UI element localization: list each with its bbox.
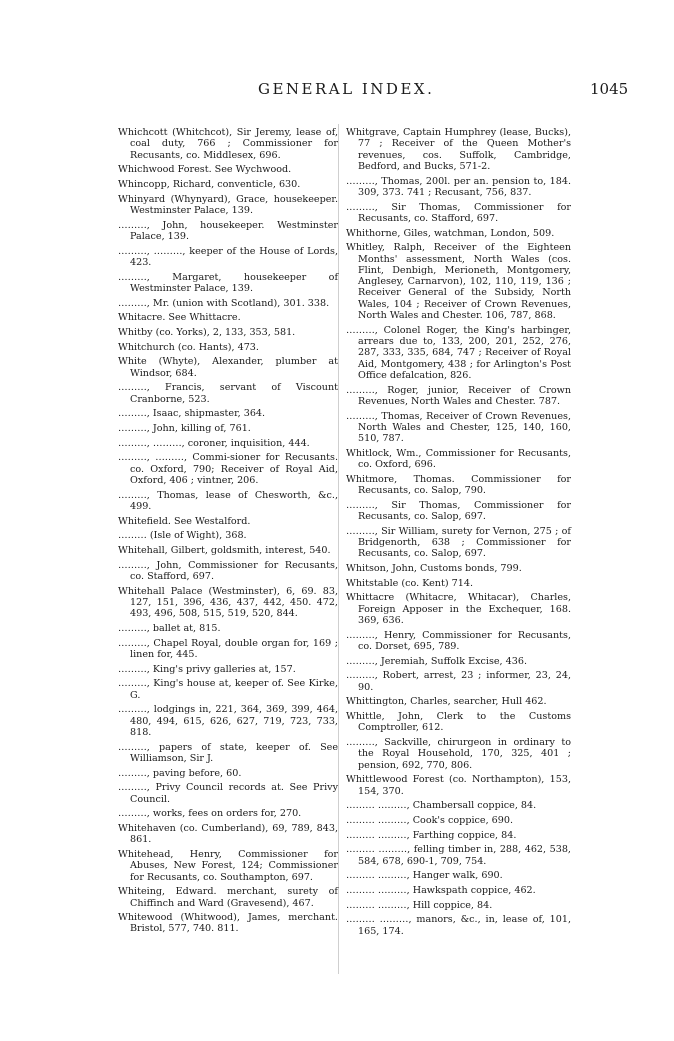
page-header <box>0 80 674 104</box>
index-entry: Whitstable (co. Kent) 714. <box>346 577 473 589</box>
running-title: GENERAL INDEX. <box>258 80 435 98</box>
index-column-right <box>346 127 571 940</box>
index-entry: ……… ………, Hawkspath coppice, 462. <box>346 885 536 897</box>
index-entry: ………, paving before, 60. <box>118 767 242 779</box>
index-entry: ……… (Isle of Wight), 368. <box>118 530 247 542</box>
index-entry: ………, King's privy galleries at, 157. <box>118 663 296 675</box>
index-entry: Whittington, Charles, searcher, Hull 462. <box>346 696 547 708</box>
index-entry: Whitewood (Whitwood), James, merchant. Bristol, 577, 740. 811. <box>118 912 338 935</box>
index-entry: Whitby (co. Yorks), 2, 133, 353, 581. <box>118 326 296 338</box>
index-entry: Whichcott (Whitchcot), Sir Jeremy, lease of, coal duty, 766 ; Commissioner for Recusants, co. Middlesex, 696. <box>118 127 338 161</box>
index-entry: Whitgrave, Captain Humphrey (lease, Bucks), 77 ; Receiver of the Queen Mother's revenues, cos. Suffolk, Cambridge, Bedford, and Bucks, 571-2. <box>346 127 571 172</box>
index-entry: ………, Sir Thomas, Commissioner for Recusants, co. Salop, 697. <box>346 499 571 523</box>
index-entry: ………, papers of state, keeper of. See Williamson, Sir J. <box>118 741 338 764</box>
index-entry: Whittacre (Whitacre, Whitacar), Charles, Foreign Apposer in the Exchequer, 168. 369, 636. <box>346 592 571 627</box>
index-entry: ………, Colonel Roger, the King's harbinger, arrears due to, 133, 200, 201, 252, 276, 287, 333, 335, 684, 747 ; Receiver of Royal Aid, Montgomery, 438 ; for Arlington's Post Office defalcation, 826. <box>346 324 571 381</box>
index-entry: ………, Isaac, shipmaster, 364. <box>118 408 266 420</box>
page-number: 1045 <box>590 80 629 98</box>
index-entry: ………, Francis, servant of Viscount Cranborne, 523. <box>118 382 338 405</box>
index-entry: ………, Mr. (union with Scotland), 301. 338. <box>118 297 330 309</box>
index-entry: Whitehall, Gilbert, goldsmith, interest, 540. <box>118 545 331 557</box>
index-entry: Whitley, Ralph, Receiver of the Eighteen Months' assessment, North Wales (cos. Flint, Denbigh, Merioneth, Montgomery, Anglesey, Carnarvon), 102, 110, 119, 136 ; Receiver General of the Subsidy, North Wales, 104 ; Receiver of Crown Revenues, North Wales and Chester. 106, 787, 868. <box>346 242 571 322</box>
index-entry: Whitlock, Wm., Commissioner for Recusants, co. Oxford, 696. <box>346 447 571 471</box>
index-entry: ………, ballet at, 815. <box>118 622 221 634</box>
index-column-left <box>118 127 338 938</box>
index-entry: Whithorne, Giles, watchman, London, 509. <box>346 227 555 239</box>
index-entry: ………, Thomas, lease of Chesworth, &c., 499. <box>118 489 338 512</box>
index-entry: ………, ………, coroner, inquisition, 444. <box>118 437 310 449</box>
index-entry: ………, lodgings in, 221, 364, 369, 399, 464, 480, 494, 615, 626, 627, 719, 723, 733, 818. <box>118 704 338 738</box>
index-entry: ………, Sir Thomas, Commissioner for Recusants, co. Stafford, 697. <box>346 201 571 224</box>
index-entry: Whiteing, Edward. merchant, surety of Chiffinch and Ward (Gravesend), 467. <box>118 886 338 909</box>
index-entry: ………, King's house at, keeper of. See Kirke, G. <box>118 678 338 701</box>
index-entry: ………, Roger, junior, Receiver of Crown Revenues, North Wales and Chester. 787. <box>346 384 571 407</box>
index-entry: White (Whyte), Alexander, plumber at Windsor, 684. <box>118 356 338 379</box>
index-entry: Whitson, John, Customs bonds, 799. <box>346 563 522 575</box>
index-entry: Whichwood Forest. See Wychwood. <box>118 164 292 176</box>
index-entry: ………, John, killing of, 761. <box>118 423 251 434</box>
index-entry: ……… ………, Cook's coppice, 690. <box>346 815 514 827</box>
index-entry: Whitefield. See Westalford. <box>118 515 251 527</box>
index-entry: ……… ………, Chambersall coppice, 84. <box>346 800 537 812</box>
index-entry: Whittle, John, Clerk to the Customs Comptroller, 612. <box>346 711 571 734</box>
index-entry: ……… ………, felling timber in, 288, 462, 538, 584, 678, 690-1, 709, 754. <box>346 844 571 867</box>
index-entry: ………, Sir William, surety for Vernon, 275 ; of Bridgenorth, 638 ; Commissioner for Recusants, co. Salop, 697. <box>346 525 571 560</box>
index-entry: Whitmore, Thomas. Commissioner for Recusants, co. Salop, 790. <box>346 473 571 497</box>
index-entry: ………, John, Commissioner for Recusants, co. Stafford, 697. <box>118 559 338 582</box>
index-entry: ………, Thomas, 200l. per an. pension to, 184. 309, 373. 741 ; Recusant, 756, 837. <box>346 175 571 198</box>
index-entry: ………, Thomas, Receiver of Crown Revenues, North Wales and Chester, 125, 140, 160, 510, 787. <box>346 410 571 445</box>
index-entry: ………, Sackville, chirurgeon in ordinary to the Royal Household, 170, 325, 401 ; pension, 692, 770, 806. <box>346 737 571 771</box>
index-entry: ………, Robert, arrest, 23 ; informer, 23, 24, 90. <box>346 670 571 693</box>
index-entry: ………, Chapel Royal, double organ for, 169 ; linen for, 445. <box>118 637 338 660</box>
index-entry: Whincopp, Richard, conventicle, 630. <box>118 178 301 190</box>
index-entry: Whitehaven (co. Cumberland), 69, 789, 843, 861. <box>118 822 338 846</box>
index-entry: ………, ………, Commi-sioner for Recusants. co. Oxford, 790; Receiver of Royal Aid, Oxford, 406 ; vintner, 206. <box>118 452 338 486</box>
index-entry: Whinyard (Whynyard), Grace, housekeeper. Westminster Palace, 139. <box>118 193 338 216</box>
index-entry: ………, Henry, Commissioner for Recusants, co. Dorset, 695, 789. <box>346 629 571 653</box>
index-entry: Whitehead, Henry, Commissioner for Abuses, New Forest, 124; Commissioner for Recusants, co. Southampton, 697. <box>118 848 338 883</box>
index-entry: ………, Margaret, housekeeper of Westminster Palace, 139. <box>118 271 338 294</box>
index-entry: Whitacre. See Whittacre. <box>118 312 241 324</box>
index-entry: ……… ………, Farthing coppice, 84. <box>346 829 517 841</box>
index-entry: Whittlewood Forest (co. Northampton), 153, 154, 370. <box>346 774 571 797</box>
index-entry: ………, works, fees on orders for, 270. <box>118 808 302 820</box>
index-entry: ……… ………, Hanger walk, 690. <box>346 870 503 882</box>
index-entry: ……… ………, Hill coppice, 84. <box>346 899 493 911</box>
index-entry: ………, John, housekeeper. Westminster Palace, 139. <box>118 219 338 242</box>
index-entry: ……… ………, manors, &c., in, lease of, 101, 165, 174. <box>346 914 571 937</box>
index-entry: ………, Jeremiah, Suffolk Excise, 436. <box>346 655 528 667</box>
index-entry: ………, Privy Council records at. See Privy Council. <box>118 782 338 805</box>
index-entry: ………, ………, keeper of the House of Lords, 423. <box>118 245 338 268</box>
index-entry: Whitehall Palace (Westminster), 6, 69. 83, 127, 151, 396, 436, 437, 442, 450. 472, 493, 496, 508, 515, 519, 520, 844. <box>118 585 338 620</box>
index-entry: Whitchurch (co. Hants), 473. <box>118 341 259 353</box>
column-divider <box>338 124 339 974</box>
